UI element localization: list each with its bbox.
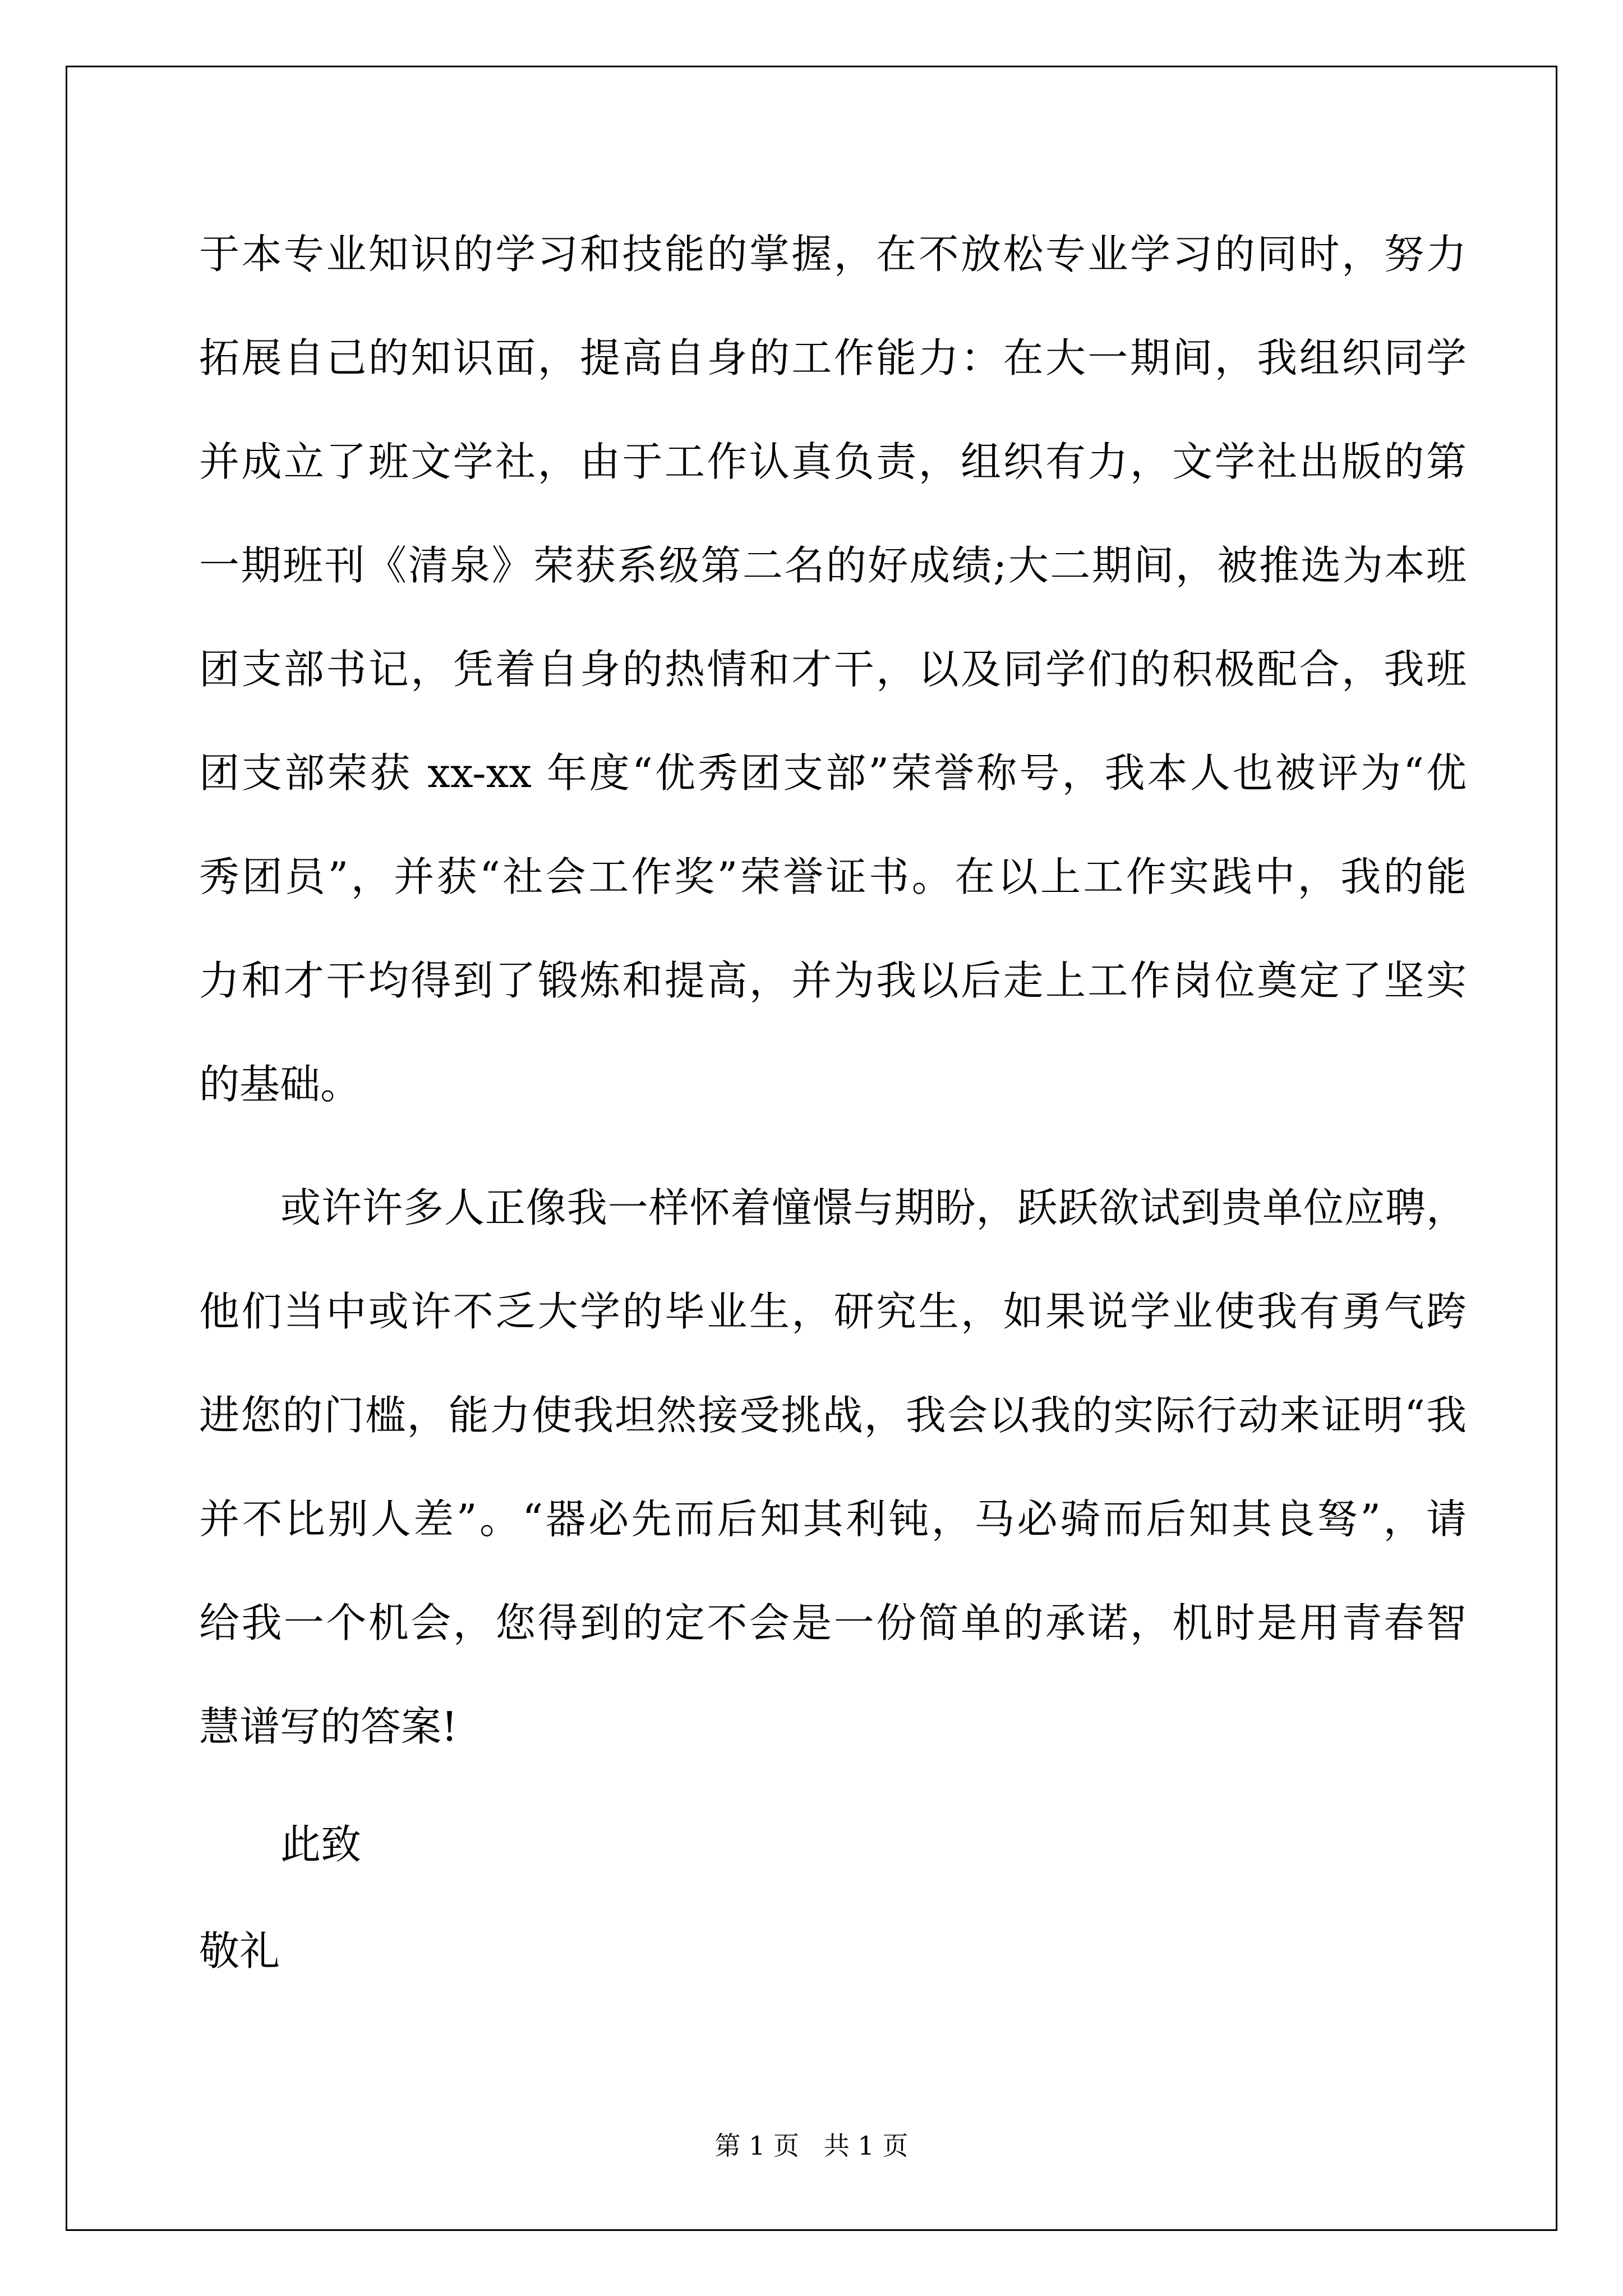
paragraph-1-line: 团支部荣获 xx-xx 年度“优秀团支部”荣誉称号，我本人也被评为“优 — [199, 749, 1467, 797]
paragraph-2-line: 进您的门槛，能力使我坦然接受挑战，我会以我的实际行动来证明“我 — [199, 1392, 1467, 1439]
paragraph-1-line: 的基础。 — [199, 1061, 361, 1108]
paragraph-2-line: 给我一个机会，您得到的定不会是一份简单的承诺，机时是用青春智 — [199, 1599, 1467, 1646]
page-number-footer: 第 1 页 共 1 页 — [714, 2131, 909, 2161]
paragraph-1-line: 并成立了班文学社，由于工作认真负责，组织有力，文学社出版的第 — [199, 438, 1467, 485]
paragraph-2-line: 慧谱写的答案! — [199, 1703, 458, 1750]
paragraph-1-line: 力和才干均得到了锻炼和提高，并为我以后走上工作岗位奠定了坚实 — [199, 957, 1467, 1004]
closing-text: 此致 — [280, 1821, 362, 1868]
paragraph-1-line: 秀团员”，并获“社会工作奖”荣誉证书。在以上工作实践中，我的能 — [199, 853, 1467, 900]
paragraph-1-line: 于本专业知识的学习和技能的掌握，在不放松专业学习的同时，努力 — [199, 231, 1467, 278]
paragraph-1-line: 拓展自己的知识面，提高自身的工作能力：在大一期间，我组织同学 — [199, 334, 1467, 381]
paragraph-2-line: 他们当中或许不乏大学的毕业生，研究生，如果说学业使我有勇气跨 — [199, 1288, 1467, 1335]
paragraph-1-line: 一期班刊《清泉》荣获系级第二名的好成绩;大二期间，被推选为本班 — [199, 542, 1467, 589]
paragraph-2-line: 或许许多人正像我一样怀着憧憬与期盼，跃跃欲试到贵单位应聘， — [280, 1184, 1467, 1231]
page-frame — [66, 66, 1557, 2231]
paragraph-2-line: 并不比别人差”。“器必先而后知其利钝，马必骑而后知其良驽”，请 — [199, 1496, 1467, 1543]
paragraph-1-line: 团支部书记，凭着自身的热情和才干，以及同学们的积极配合，我班 — [199, 646, 1467, 693]
salutation-text: 敬礼 — [199, 1927, 280, 1975]
